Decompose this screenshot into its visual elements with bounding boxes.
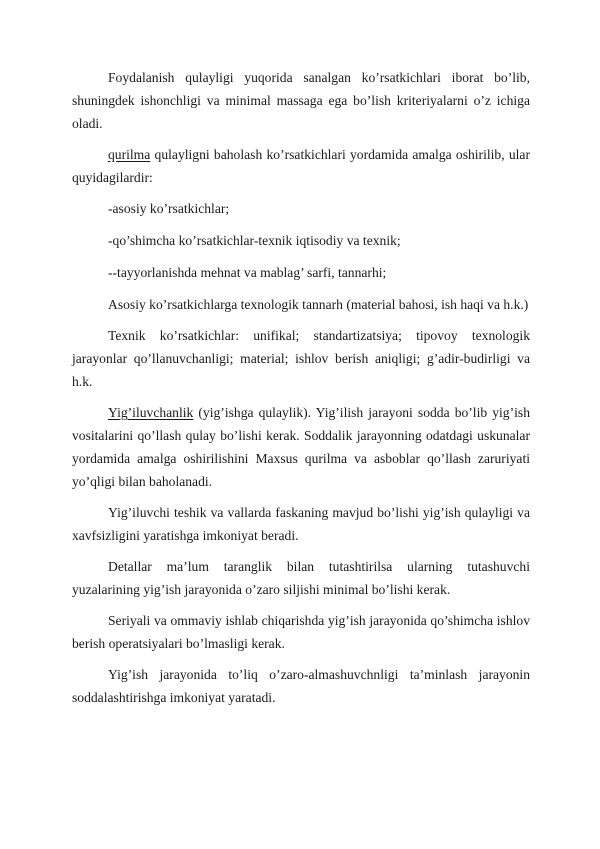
paragraph-assemblability	[72, 401, 530, 493]
paragraph-technical-indicators	[72, 324, 530, 393]
paragraph-text: qulayligni baholash ko’rsatkichlari yordamida amalga oshirilib, ular quyidagilardir:	[72, 147, 530, 185]
paragraph-text: Yig’iluvchi teshik va vallarda faskaning mavjud bo’lishi yig’ish qulayligi va xavfsizligini yaratishga imkoniyat beradi.	[72, 505, 530, 543]
paragraph-tension-fit	[72, 555, 530, 601]
underlined-term: qurilma	[108, 147, 151, 162]
document-page	[72, 66, 530, 717]
list-item-labor-cost	[72, 261, 530, 284]
paragraph-text: Foydalanish qulayligi yuqorida sanalgan ko’rsatkichlari iborat bo’lib, shuningdek ishonchligi va minimal massaga ega bo’lish kriteriyalarni o’z ichiga oladi.	[72, 70, 530, 131]
paragraph-text: Seriyali va ommaviy ishlab chiqarishda yig’ish jarayonida qo’shimcha ishlov berish operatsiyalari bo’lmasligi kerak.	[72, 613, 530, 651]
paragraph-text: Texnik ko’rsatkichlar: unifikal; standartizatsiya; tipovoy texnologik jarayonlar qo’llanuvchanligi; material; ishlov berish aniqligi; g’adir-budirligi va h.k.	[72, 328, 530, 389]
paragraph-device-usability	[72, 143, 530, 189]
list-item-text: --tayyorlanishda mehnat va mablag’ sarfi, tannarhi;	[108, 265, 387, 280]
list-item-text: -qo’shimcha ko’rsatkichlar-texnik iqtisodiy va texnik;	[108, 233, 401, 248]
paragraph-chamfer	[72, 501, 530, 547]
underlined-term: Yig’iluvchanlik	[108, 405, 194, 420]
list-item-additional-indicators	[72, 229, 530, 252]
paragraph-usability-criteria	[72, 66, 530, 135]
paragraph-text: (yig’ishga qulaylik). Yig’ilish jarayoni sodda bo’lib yig’ish vositalarini qo’llash qulay bo’lishi kerak. Soddalik jarayonning odatdagi uskunalar yordamida amalga oshirilishini Maxsus qurilma va asboblar qo’llash zaruriyati yo’qligi bilan baholanadi.	[72, 405, 530, 489]
paragraph-text: Yig’ish jarayonida to’liq o’zaro-almashuvchnligi ta’minlash jarayonin soddalashtirishga imkoniyat yaratadi.	[72, 667, 530, 705]
list-item-main-indicators	[72, 197, 530, 220]
paragraph-text: Detallar ma’lum taranglik bilan tutashtirilsa ularning tutashuvchi yuzalarining yig’ish jarayonida o’zaro siljishi minimal bo’lishi kerak.	[72, 559, 530, 597]
paragraph-main-indicators	[72, 293, 530, 316]
paragraph-serial-production	[72, 609, 530, 655]
paragraph-text: Asosiy ko’rsatkichlarga texnologik tannarh (material bahosi, ish haqi va h.k.)	[108, 297, 529, 312]
list-item-text: -asosiy ko’rsatkichlar;	[108, 201, 230, 216]
paragraph-interchangeability	[72, 663, 530, 709]
